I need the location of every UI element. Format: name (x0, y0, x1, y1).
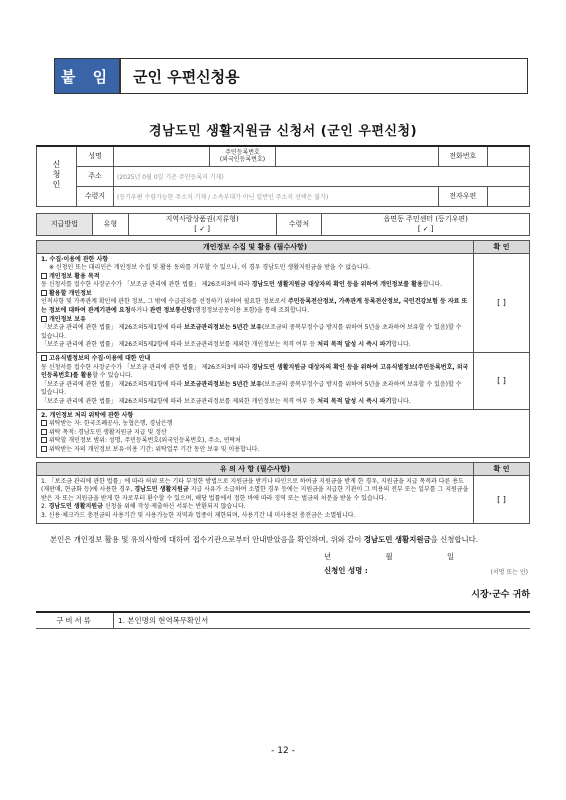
payment-table (36, 213, 530, 236)
cautions-text (37, 475, 474, 523)
id-number-label: 주민등록번호 (외국인등록번호) (210, 146, 276, 166)
unique-id-retention-2: 「보조금 관리에 관한 법률」 제26조의5제2항에 따라 보조금관리정보를 제외한 개인정보는 적격 여부 등 처리 목적 달성 시 즉시 파기합니다. (41, 398, 411, 405)
applicant-table (36, 145, 530, 207)
bullet-box-icon (41, 437, 47, 443)
purpose-text: 동 신청서를 접수한 사장군수가 「보조금 관리에 관한 법률」 제26조의3에 따라 경남도민 생활지원금 대상자의 확인 등을 위하여 개인정보를 활용합니다. (41, 281, 443, 289)
collection-item-title: 1. 수집·이용에 관한 사항 (41, 255, 109, 263)
retention-text-2: 「보조금 관리에 관한 법률」 제26조의5제2항에 따라 보조금관리정보를 제외한 개인정보는 적격 여부 등 처리 목적 달성 시 즉시 파기합니다. (41, 341, 411, 349)
trust-period-line: 위탁받는 자의 개인정보 보유·이용 기간: 위탁업무 기간 동안 보유 및 이용합니다. (41, 446, 525, 455)
address-field[interactable]: (2025년 0월 0일 기준 주민등록지 기재) (113, 166, 529, 186)
appendix-header (54, 58, 528, 94)
bullet-box-icon (41, 290, 47, 296)
declaration-text: 본인은 개인정보 활용 및 유의사항에 대하여 접수기관으로부터 안내받았음을 확인하며, 위와 같이 경남도민 생활지원금을 신청합니다. (50, 534, 479, 544)
unique-id-text (37, 353, 474, 410)
pickup-place-checkbox[interactable]: [ ✓ ] (417, 225, 434, 233)
id-number-field[interactable] (275, 146, 438, 166)
signer-name-label[interactable]: 신청인 성명 : (324, 565, 368, 575)
privacy-collection-text (37, 253, 474, 353)
trust-purpose-line: 위탁 목적: 경남도민 생활지원금 지급 및 정산 (41, 429, 525, 438)
caution-3: 3. 신용·체크카드 충전금의 사용기간 및 사용가능한 지역과 업종이 제한되며, 사용기간 내 미사용된 충전금은 소멸됩니다. (41, 511, 356, 519)
name-field[interactable] (113, 146, 209, 166)
required-documents-item: 1. 본인명의 현역복무확인서 (118, 615, 209, 625)
recipient-field[interactable]: (등기우편 수령가능한 주소지 기재 / 소속부대가 아닌 일반인 주소지 선택은 불가) (113, 186, 438, 206)
privacy-confirm-heading: 확 인 (474, 240, 530, 253)
unique-id-retention-1: 「보조금 관리에 관한 법률」 제26조의5제1항에 따라 보조금관리정보는 5년간 보유(보조금의 중복부정수급 방지를 위하여 5년을 초과하여 보유할 수 있음)할 수 있습니다. (41, 380, 462, 397)
caution-2: 2. 경남도민 생활지원금 신청을 위해 작성·제출하신 서류는 반환되지 않습니다. (41, 503, 246, 511)
privacy-consent-table (36, 240, 530, 458)
required-documents-label: 구비서류 (36, 613, 114, 628)
caution-1: 1. 「보조금 관리에 관한 법률」에 따라 허위 또는 기타 부정한 방법으로 지원금을 받거나 타인으로 하여금 지원금을 받게 한 경우, 지원금을 지급 목적과 다른 용도(재판매, 현금화 등)에 사용한 경우, 경남도민 생활지원금 지급 사유가 소급하여 소멸한 경우 등에는 지원금을 지급한 기관이 그 비용의 전부 또는 일부를 그 지원금을 받은 자 또는 지원금을 받게 한 자로부터 환수할 수 있으며, 해당 법률에서 정한 바에 따라 징역 또는 벌금의 처분을 받을 수 있습니다. (41, 477, 469, 502)
payment-type-label: 유형 (92, 213, 128, 235)
name-label: 성명 (77, 146, 114, 166)
signature-note: (서명 또는 인) (490, 568, 528, 576)
collection-note: ※ 신청인 또는 대리인은 개인정보 수집 및 활용 동의를 거부할 수 있으나, 이 경우 경남도민 생활지원금을 받을 수 없습니다. (49, 264, 371, 272)
appendix-tag: 붙 임 (55, 59, 119, 93)
phone-label: 전화번호 (439, 146, 487, 166)
cautions-checkbox[interactable]: [ ] (474, 475, 530, 523)
retention-heading: 개인정보 보유 (41, 316, 469, 325)
address-label: 주소 (77, 166, 114, 186)
trust-scope-line: 위탁할 개인정보 범위: 성명, 주민등록번호(외국인등록번호), 주소, 연락처 (41, 437, 525, 446)
payment-type-cell[interactable] (128, 213, 276, 235)
addressee: 시장·군수 귀하 (471, 589, 530, 600)
payment-method-label: 지급방법 (37, 213, 93, 235)
privacy-section-heading: 개인정보 수집 및 활용 (필수사항) (37, 240, 474, 253)
cautions-heading: 유 의 사 항 (필수사항) (37, 462, 474, 475)
bullet-box-icon (41, 316, 47, 322)
unique-id-heading: 고유식별정보의 수집·이용에 대한 안내 (41, 355, 469, 364)
recipient-label: 수령지 (77, 186, 114, 206)
required-documents (36, 611, 530, 629)
payment-type-value: 지역사랑상품권(지류형) (165, 215, 239, 223)
appendix-title: 군인 우편신청용 (119, 59, 527, 93)
postal-label: 전자우편 (439, 186, 487, 206)
outsourcing-text (37, 409, 530, 457)
date-line[interactable]: 년 월 일 (324, 551, 481, 561)
cautions-confirm-heading: 확 인 (474, 462, 530, 475)
privacy-consent-checkbox-1[interactable]: [ ] (474, 253, 530, 353)
bullet-box-icon (41, 420, 47, 426)
bullet-box-icon (41, 355, 47, 361)
trustee-line: 위탁받는 자: 한국조폐공사, 농협은행, 경남은행 (41, 420, 525, 429)
payment-type-checkbox[interactable]: [ ✓ ] (194, 225, 211, 233)
cautions-table (36, 462, 530, 524)
pickup-place-label: 수령처 (276, 213, 322, 235)
bullet-box-icon (41, 446, 47, 452)
page-number: - 12 - (271, 746, 295, 756)
pickup-place-cell[interactable] (322, 213, 530, 235)
outsourcing-title: 2. 개인정보 처리 위탁에 관한 사항 (41, 411, 134, 419)
postal-field[interactable] (487, 186, 530, 206)
form-title: 경남도민 생활지원금 신청서 (군인 우편신청) (148, 124, 418, 139)
bullet-box-icon (41, 429, 47, 435)
signature-area (36, 545, 530, 605)
phone-field[interactable] (487, 146, 530, 166)
pickup-place-value: 읍면동 주민센터 (등기우편) (383, 215, 468, 223)
unique-id-purpose: 동 신청서를 접수한 사장군수가 「보조금 관리에 관한 법률」 제26조의3에 따라 경남도민 생활지원금 대상자의 확인 등을 위하여 고유식별정보(주민등록번호, 외국인등록번호)를 활용할 수 있습니다. (41, 363, 469, 380)
items-heading: 활용할 개인정보 (41, 290, 469, 299)
items-text: 인적사항 및 가족관계 확인에 관한 정보, 그 밖에 수급권자를 선정하기 위하여 필요한 정보로서 주민등록전산정보, 가족관계 등록전산정보, 국민건강보험 등 자료 또는 정보에 대하여 관계기관에 요청하거나 관련 정보통신망(행정정보공동이용 포함)을 통해 조회합니다. (41, 298, 468, 315)
privacy-consent-checkbox-2[interactable]: [ ] (474, 353, 530, 410)
retention-text-1: 「보조금 관리에 관한 법률」 제26조의5제1항에 따라 보조금관리정보는 5년간 보유(보조금의 중복부정수급 방지를 위하여 5년을 초과하여 보유할 수 있음)할 수 있습니다. (41, 324, 462, 340)
applicant-section-label: 신청인 (37, 146, 77, 206)
purpose-heading: 개인정보 활용 목적 (41, 273, 469, 282)
bullet-box-icon (41, 273, 47, 279)
